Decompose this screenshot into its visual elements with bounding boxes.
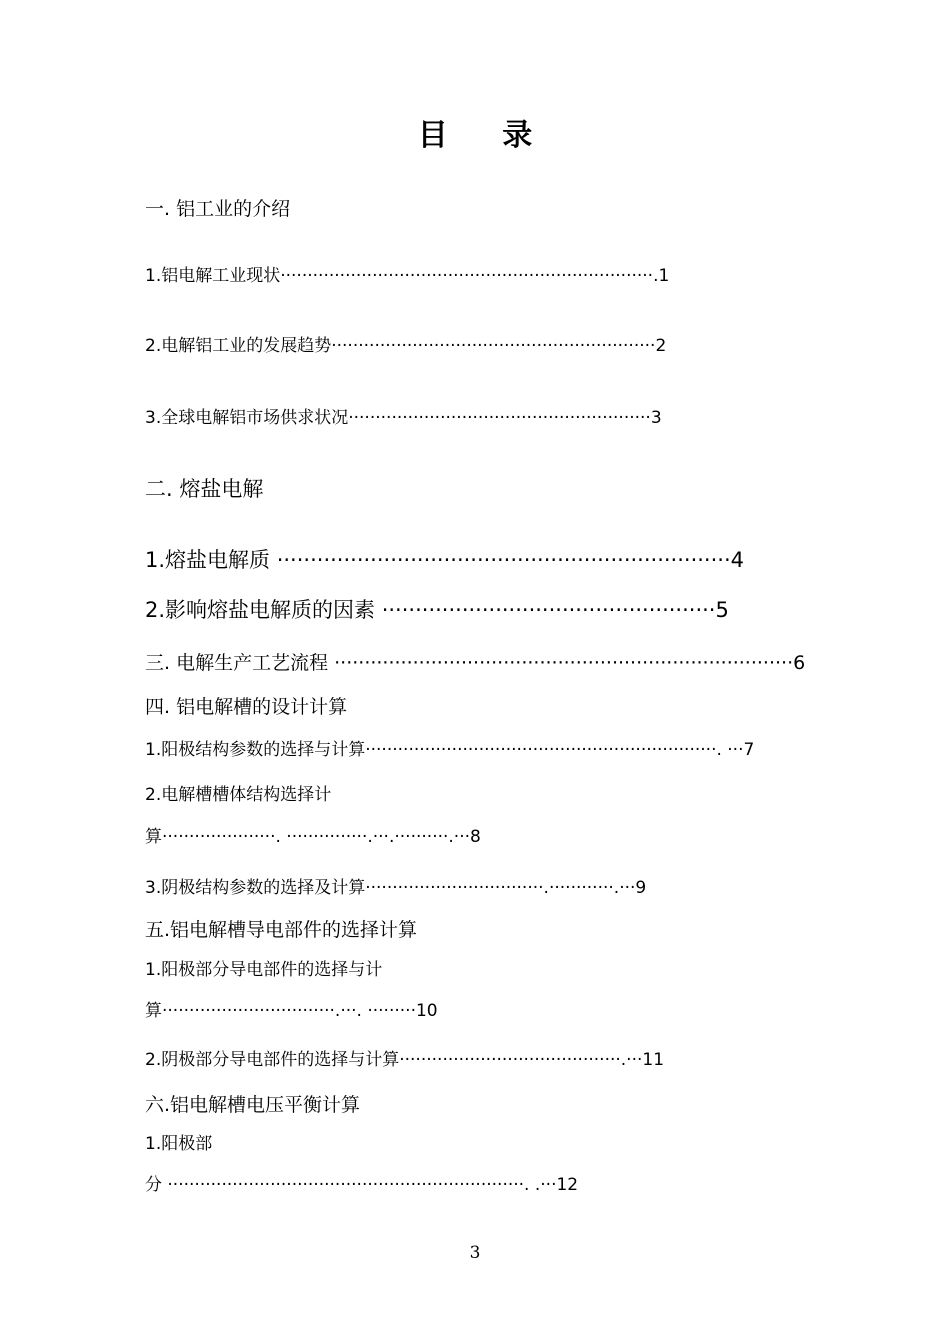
toc-entry[interactable]: 1.阳极部分导电部件的选择与计 (145, 960, 383, 980)
toc-entry-continued[interactable]: 分 ··································································. .···12 (145, 1175, 579, 1195)
toc-entry[interactable]: 3.全球电解铝市场供求状况························································3 (145, 408, 662, 428)
toc-heading-4: 四. 铝电解槽的设计计算 (145, 696, 348, 718)
toc-title: 目 录 (417, 118, 555, 153)
page-number: 3 (469, 1243, 481, 1263)
toc-entry-continued[interactable]: 算·····················. ···············.···.··········.···8 (145, 827, 481, 847)
toc-entry[interactable]: 2.电解铝工业的发展趋势····························································2 (145, 336, 667, 356)
toc-entry[interactable]: 2.影响熔盐电解质的因素 ··················································5 (145, 598, 729, 622)
toc-entry[interactable]: 1.铝电解工业现状·····································································.1 (145, 266, 670, 286)
toc-heading-5: 五.铝电解槽导电部件的选择计算 (145, 919, 418, 941)
toc-entry[interactable]: 1.阳极结构参数的选择与计算·································································. ···7 (145, 740, 755, 760)
toc-entry[interactable]: 1.阳极部 (145, 1134, 213, 1154)
toc-entry[interactable]: 2.阴极部分导电部件的选择与计算·········································.···11 (145, 1050, 665, 1070)
toc-heading-3[interactable]: 三. 电解生产工艺流程 ············································································6 (145, 652, 806, 674)
toc-heading-6: 六.铝电解槽电压平衡计算 (145, 1094, 361, 1116)
toc-entry[interactable]: 1.熔盐电解质 ····································································4 (145, 548, 744, 572)
toc-entry[interactable]: 3.阴极结构参数的选择及计算·································.············.···9 (145, 878, 647, 898)
toc-entry[interactable]: 2.电解槽槽体结构选择计 (145, 785, 332, 805)
toc-heading-2: 二. 熔盐电解 (145, 477, 264, 501)
toc-heading-1: 一. 铝工业的介绍 (145, 198, 291, 220)
toc-entry-continued[interactable]: 算································.···. ·········10 (145, 1001, 438, 1021)
